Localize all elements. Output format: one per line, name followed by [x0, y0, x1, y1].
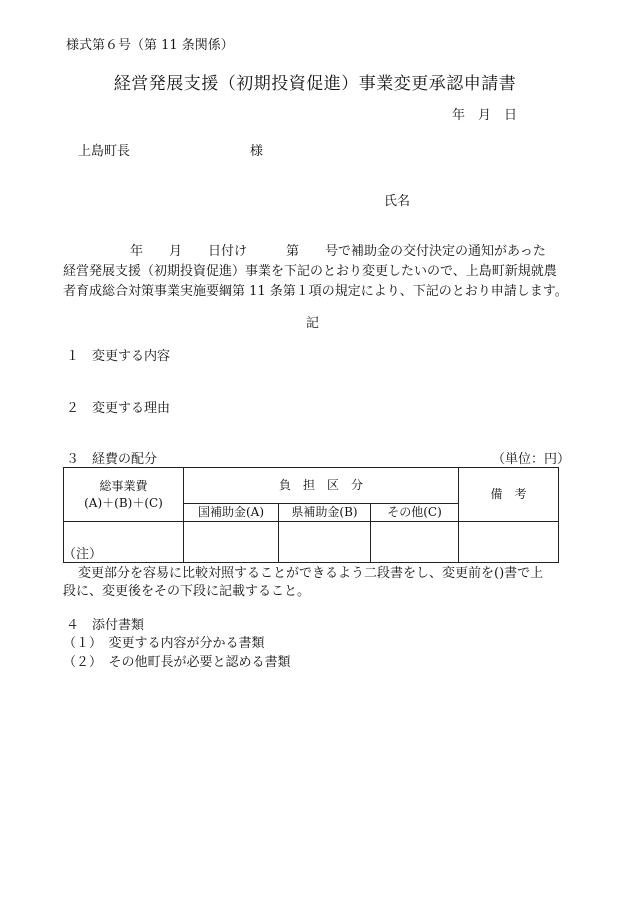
ki-heading: 記	[306, 316, 320, 331]
unit-label: （単位：円）	[492, 452, 571, 467]
note-line-1: 変更部分を容易に比較対照することができるよう二段書をし、変更前を()書で上	[78, 566, 544, 581]
attachment-item-2: （２） その他町長が必要と認める書類	[63, 655, 291, 670]
applicant-name-label: 氏名	[384, 194, 411, 209]
addressee-honorific: 様	[250, 144, 264, 159]
date-line: 年 月 日	[452, 108, 518, 123]
body-text-line-1: 年 月 日付け 第 号で補助金の交付決定の通知があった	[130, 244, 546, 259]
note-line-2: 段に、変更後をその下段に記載すること。	[63, 584, 311, 599]
attachment-item-1: （１） 変更する内容が分かる書類	[63, 636, 265, 651]
table-cell-remarks[interactable]	[459, 522, 559, 563]
form-number: 様式第６号（第 11 条関係）	[66, 38, 234, 53]
section-budget-allocation: ３ 経費の配分	[66, 452, 158, 467]
section-attachments: ４ 添付書類	[66, 618, 145, 633]
table-cell-other[interactable]	[371, 522, 459, 563]
table-header-national: 国補助金(A)	[184, 504, 279, 522]
body-text-line-2: 経営発展支援（初期投資促進）事業を下記のとおり変更したいので、上島町新規就農	[63, 264, 557, 279]
addressee-name: 上島町長	[78, 144, 131, 159]
budget-table	[63, 467, 559, 563]
body-text-line-3: 者育成総合対策事業実施要綱第 11 条第１項の規定により、下記のとおり申請します。	[63, 284, 568, 299]
section-change-content: １ 変更する内容	[66, 349, 171, 364]
table-header-total-formula: (A)＋(B)＋(C)	[84, 495, 163, 510]
table-row	[64, 522, 559, 563]
note-label: （注）	[63, 547, 103, 562]
table-header-prefecture: 県補助金(B)	[279, 504, 371, 522]
page-title: 経営発展支援（初期投資促進）事業変更承認申請書	[113, 74, 517, 94]
table-header-total-label: 総事業費	[99, 479, 148, 494]
table-cell-national[interactable]	[184, 522, 279, 563]
table-header-remarks: 備 考	[459, 468, 559, 522]
table-header-other: その他(C)	[371, 504, 459, 522]
table-header-burden: 負 担 区 分	[184, 468, 459, 504]
table-cell-prefecture[interactable]	[279, 522, 371, 563]
table-header-total	[64, 468, 184, 522]
section-change-reason: ２ 変更する理由	[66, 401, 171, 416]
